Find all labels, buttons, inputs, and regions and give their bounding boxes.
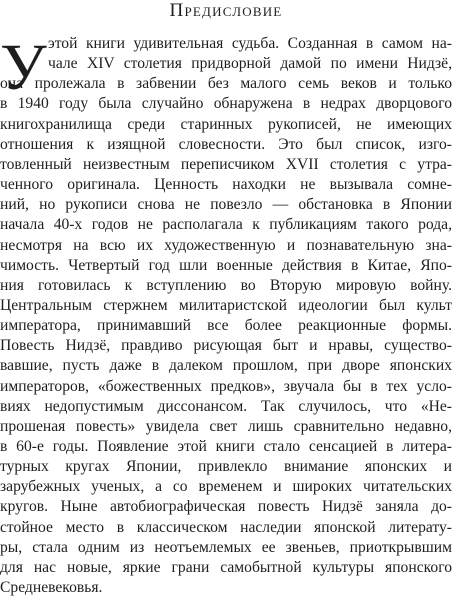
page-title: Предисловие (169, 0, 283, 21)
text-line: ния готовилась к вступлению во Вторую мировую войну. (0, 276, 452, 294)
text-line: императоров, «божественных предков», звучала бы в тех усло- (0, 377, 452, 395)
text-line: в 1940 году была случайно обнаружена в недрах дворцового (0, 95, 452, 113)
text-line: турных кругах Японии, привлекло внимание японских и (0, 458, 452, 476)
text-line: в 60-е годы. Появление этой книги стало сенсацией в литера- (0, 438, 452, 455)
text-line: для нас новые, яркие грани самобытной культуры японского (0, 558, 452, 576)
text-line: она пролежала в забвении без малого семь веков и только (0, 75, 452, 93)
text-line: книгохранилища среди старинных рукописей, не имеющих (0, 115, 452, 133)
text-line: ченного оригинала. Ценность находки не вызывала сомне- (0, 176, 452, 193)
text-line: Центральным стержнем милитаристской идеологии был культ (0, 296, 452, 314)
text-line: кругов. Ныне автобиографическая повесть Нидзё заняла до- (0, 498, 452, 516)
text-line: ры, стала одним из неотъемлемых ее звеньев, приоткрывшим (0, 538, 452, 556)
text-line: несмотря на всю их художественную и познавательную зна- (0, 236, 452, 254)
text-line: прошеная повесть» увидела свет лишь сравнительно недавно, (0, 417, 452, 435)
drop-cap: У (0, 31, 47, 104)
text-line: вавшие, пусть даже в далеком прошлом, при дворе японских (0, 357, 452, 375)
text-line: зарубежных ученых, а со временем и широких читательских (0, 478, 452, 496)
text-line: товленный неизвестным переписчиком XVII столетия с утра- (0, 155, 452, 173)
text-line: этой книги удивительная судьба. Созданная в самом на- (48, 35, 452, 52)
text-line: императора, принимавший все более реакционные формы. (0, 317, 452, 335)
text-line: стойное место в классическом наследии японской литерату- (0, 518, 452, 536)
text-line: виях недопустимым диссонансом. Так случилось, что «Не- (0, 397, 452, 415)
text-line: начала 40-х годов не располагала к публикациям такого рода, (0, 216, 452, 234)
text-line: Повесть Нидзё, правдиво рисующая быт и нравы, существо- (0, 337, 452, 355)
text-line: ний, но рукописи снова не повезло — обстановка в Японии (0, 196, 452, 214)
text-line: чимость. Четвертый год шли военные действия в Китае, Япо- (0, 256, 452, 274)
text-line: чале XIV столетия придворной дамой по имени Нидзё, (48, 55, 452, 73)
text-line: Средневековья. (0, 579, 103, 596)
text-line: отношения к изящной словесности. Это был список, изго- (0, 135, 452, 153)
